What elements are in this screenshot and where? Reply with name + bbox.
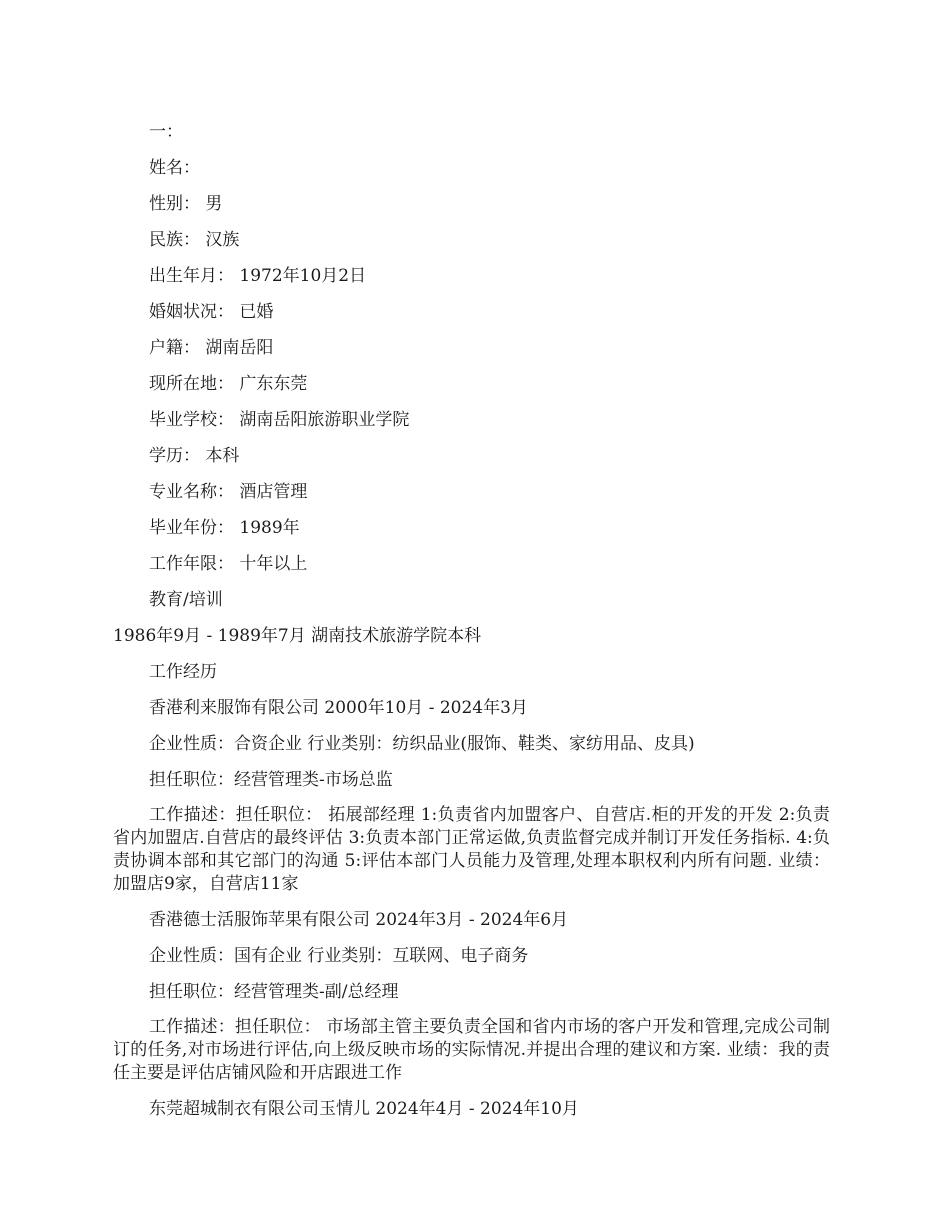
job-1-description: 工作描述：担任职位： 拓展部经理 1:负责省内加盟客户、自营店.柜的开发的开发 2:负责省内加盟店.自营店的最终评估 3:负责本部门正常运做,负责监督完成并制订开发任务指标. 4:负责协调本部和其它部门的沟通 5:评估本部门人员能力及管理,处理本职权利内所有问题. 业绩：加盟店9家，自营店11家	[113, 805, 830, 894]
job-1-nature: 企业性质：合资企业 行业类别：纺织品业(服饰、鞋类、家纺用品、皮具)	[149, 734, 695, 754]
field-education-level: 学历： 本科	[149, 446, 240, 466]
education-title: 教育/培训	[149, 590, 223, 610]
field-current-location: 现所在地： 广东东莞	[149, 374, 308, 394]
field-household-registration: 户籍： 湖南岳阳	[149, 338, 274, 358]
job-2-company: 香港德士活服饰苹果有限公司 2024年3月 - 2024年6月	[149, 910, 569, 930]
field-ethnicity: 民族： 汉族	[149, 230, 240, 250]
field-work-years: 工作年限： 十年以上	[149, 554, 308, 574]
field-birth-date: 出生年月： 1972年10月2日	[149, 266, 367, 286]
resume-content	[113, 120, 830, 1133]
job-1-position: 担任职位：经营管理类-市场总监	[149, 770, 393, 790]
field-major: 专业名称： 酒店管理	[149, 482, 308, 502]
section-heading: 一：	[149, 122, 183, 142]
field-graduated-school: 毕业学校： 湖南岳阳旅游职业学院	[149, 410, 410, 430]
education-item: 1986年9月 - 1989年7月 湖南技术旅游学院本科	[113, 626, 482, 646]
job-2-position: 担任职位：经营管理类-副/总经理	[149, 982, 399, 1002]
job-1-company: 香港利来服饰有限公司 2000年10月 - 2024年3月	[149, 698, 528, 718]
job-2-nature: 企业性质：国有企业 行业类别：互联网、电子商务	[149, 946, 529, 966]
field-name: 姓名：	[149, 158, 200, 178]
field-marital-status: 婚姻状况： 已婚	[149, 302, 274, 322]
job-2-description: 工作描述：担任职位： 市场部主管主要负责全国和省内市场的客户开发和管理,完成公司制订的任务,对市场进行评估,向上级反映市场的实际情况.并提出合理的建议和方案. 业绩：我的责任主要是评估店铺风险和开店跟进工作	[113, 1017, 830, 1083]
job-3-company: 东莞超城制衣有限公司玉情儿 2024年4月 - 2024年10月	[149, 1099, 579, 1119]
work-experience-title: 工作经历	[149, 662, 217, 682]
field-graduation-year: 毕业年份： 1989年	[149, 518, 300, 538]
field-gender: 性别： 男	[149, 194, 223, 214]
